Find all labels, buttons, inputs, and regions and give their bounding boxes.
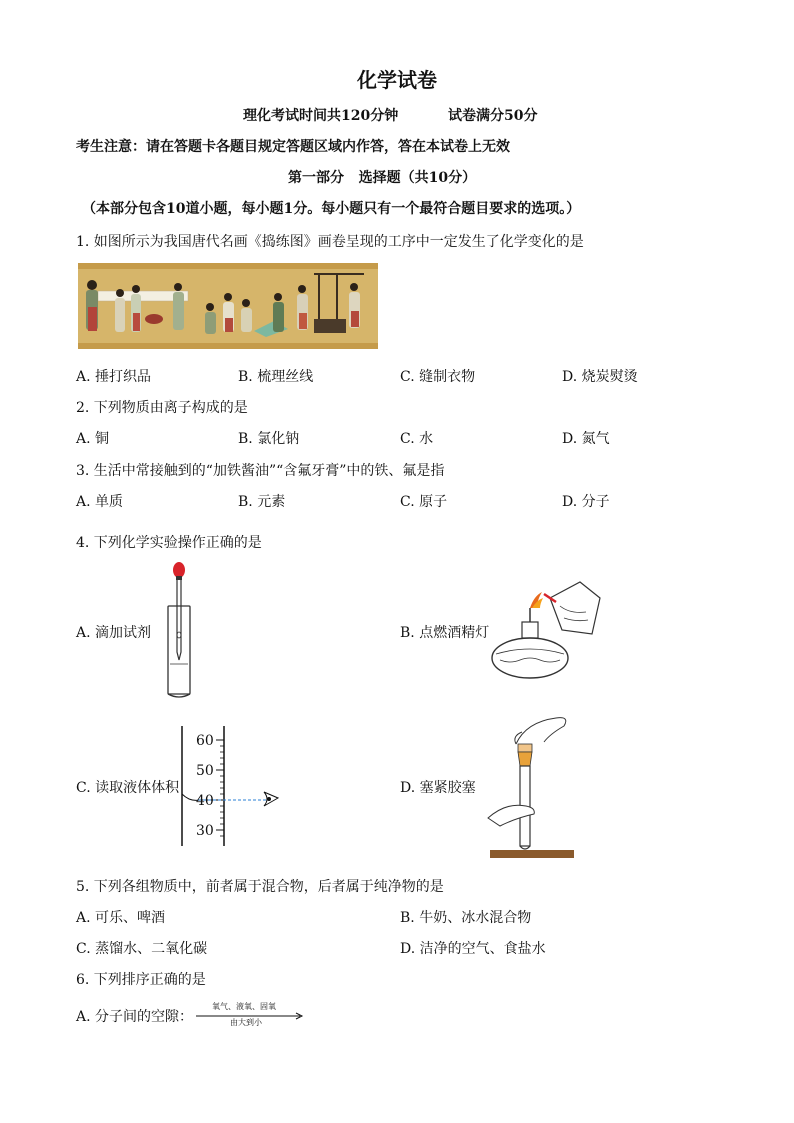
q3-option-a: A. 单质 (76, 494, 124, 510)
q5-option-c: C. 蒸馏水、二氧化碳 (76, 941, 208, 957)
section-instruction: （本部分包含10道小题，每小题1分。每小题只有一个最符合题目要求的选项。） (82, 201, 581, 217)
stopper-test-tube-figure (486, 714, 582, 860)
q1-option-b: B. 梳理丝线 (238, 369, 314, 385)
arrow-label-bottom: 由大到小 (230, 1018, 262, 1027)
q4-option-d: D. 塞紧胶塞 (400, 780, 476, 796)
cylinder-tick-50: 50 (196, 763, 214, 779)
q4-option-b: B. 点燃酒精灯 (400, 625, 490, 641)
alcohol-lamp-figure (490, 578, 610, 684)
q3-option-d: D. 分子 (562, 494, 610, 510)
q2-option-d: D. 氮气 (562, 431, 610, 447)
section-title: 第一部分 选择题（共10分） (288, 170, 477, 186)
exam-notice: 考生注意：请在答题卡各题目规定答题区域内作答，答在本试卷上无效 (76, 139, 510, 155)
q1-option-c: C. 缝制衣物 (400, 369, 476, 385)
q1-option-a: A. 捶打织品 (76, 369, 152, 385)
exam-time: 理化考试时间共120分钟 (243, 108, 399, 124)
q2-option-b: B. 氯化钠 (238, 431, 300, 447)
q4-option-a: A. 滴加试剂 (76, 625, 152, 641)
q6-option-a: A. 分子间的空隙： (76, 1009, 194, 1025)
q3-option-c: C. 原子 (400, 494, 448, 510)
question-5-stem: 5. 下列各组物质中，前者属于混合物，后者属于纯净物的是 (76, 879, 444, 895)
daolian-painting-figure (78, 263, 378, 349)
painting-image (78, 263, 378, 349)
question-4-stem: 4. 下列化学实验操作正确的是 (76, 535, 262, 551)
question-2-stem: 2. 下列物质由离子构成的是 (76, 400, 248, 416)
q3-option-b: B. 元素 (238, 494, 286, 510)
cylinder-tick-30: 30 (196, 823, 214, 839)
q5-option-b: B. 牛奶、冰水混合物 (400, 910, 532, 926)
question-3-stem: 3. 生活中常接触到的“加铁酱油”“含氟牙膏”中的铁、氟是指 (76, 463, 445, 479)
q1-option-d: D. 烧炭熨烫 (562, 369, 638, 385)
q2-option-c: C. 水 (400, 431, 434, 447)
q4-option-c: C. 读取液体体积 (76, 780, 180, 796)
question-6-stem: 6. 下列排序正确的是 (76, 972, 206, 988)
dropper-figure (160, 560, 200, 696)
q5-option-d: D. 洁净的空气、食盐水 (400, 941, 546, 957)
exam-score: 试卷满分50分 (448, 108, 538, 124)
question-1-stem: 1. 如图所示为我国唐代名画《捣练图》画卷呈现的工序中一定发生了化学变化的是 (76, 234, 584, 250)
graduated-cylinder-figure (178, 726, 290, 850)
q2-option-a: A. 铜 (76, 431, 110, 447)
q5-option-a: A. 可乐、啤酒 (76, 910, 166, 926)
cylinder-tick-40: 40 (196, 793, 214, 809)
cylinder-tick-60: 60 (196, 733, 214, 749)
arrow-label-top: 氧气、液氧、固氧 (212, 1002, 276, 1011)
page-title: 化学试卷 (357, 68, 437, 92)
